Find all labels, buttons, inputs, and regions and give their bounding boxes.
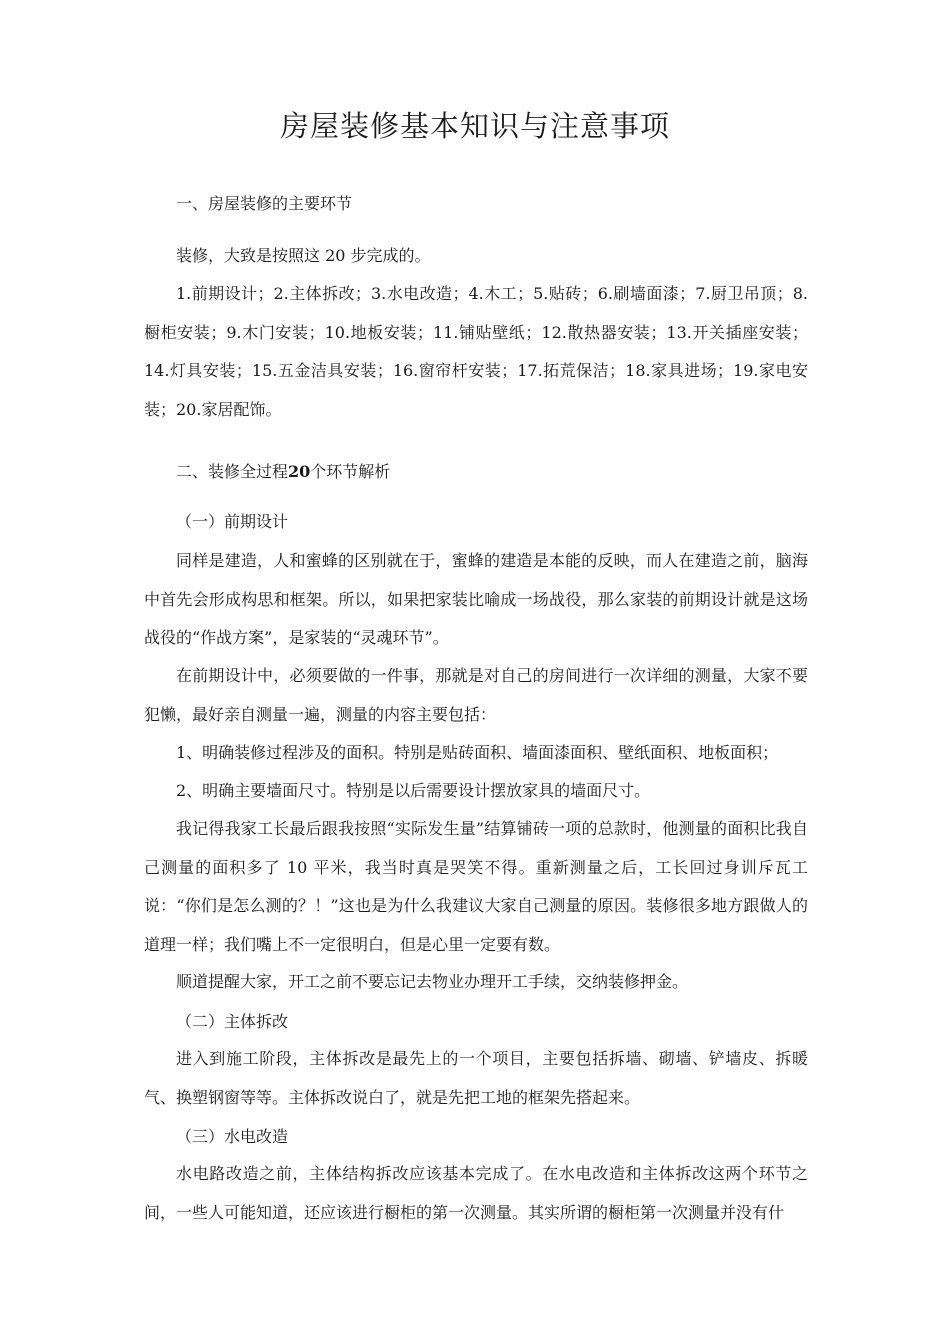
section2-heading-suffix: 个环节解析 [310,462,391,481]
section1-intro: 装修，大致是按照这 20 步完成的。 [176,246,431,265]
design-paragraph-1: 同样是建造，人和蜜蜂的区别就在于，蜜蜂的建造是本能的反映，而人在建造之前，脑海中首先会形成构思和框架。所以，如果把家装比喻成一场战役，那么家装的前期设计就是这场战役的“作战方案”，是家装的“灵魂环节”。 [144,551,808,647]
section2-heading-number: 20 [288,462,311,481]
subheading-design: （一）前期设计 [176,512,289,531]
plumbing-paragraph-1: 水电路改造之前，主体结构拆改应该基本完成了。在水电改造和主体拆改这两个环节之间，一些人可能知道，还应该进行橱柜的第一次测量。其实所谓的橱柜第一次测量并没有什 [144,1164,808,1222]
section-heading-analysis [176,462,390,482]
design-paragraph-6: 顺道提醒大家，开工之前不要忘记去物业办理开工手续，交纳装修押金。 [176,972,689,991]
section1-steps-list: 1.前期设计；2.主体拆改；3.水电改造；4.木工；5.贴砖；6.刷墙面漆；7.厨卫吊顶；8.橱柜安装；9.木门安装；10.地板安装；11.铺贴壁纸；12.散热器安装；13.开关插座安装；14.灯具安装；15.五金洁具安装；16.窗帘杆安装；17.拓荒保洁；18.家具进场；19.家电安装；20.家居配饰。 [144,284,808,419]
design-paragraph-5: 我记得我家工长最后跟我按照“实际发生量”结算铺砖一项的总款时，他测量的面积比我自己测量的面积多了 10 平米，我当时真是哭笑不得。重新测量之后，工长回过身训斥瓦工说：“你们是怎么测的？！”这也是为什么我建议大家自己测量的原因。装修很多地方跟做人的道理一样；我们嘴上不一定很明白，但是心里一定要有数。 [144,819,808,954]
design-paragraph-3: 1、明确装修过程涉及的面积。特别是贴砖面积、墙面漆面积、壁纸面积、地板面积； [176,743,779,762]
demolition-paragraph-1: 进入到施工阶段，主体拆改是最先上的一个项目，主要包括拆墙、砌墙、铲墙皮、拆暖气、换塑钢窗等等。主体拆改说白了，就是先把工地的框架先搭起来。 [144,1049,808,1107]
section-heading-main-steps: 一、房屋装修的主要环节 [176,194,353,213]
design-paragraph-4: 2、明确主要墙面尺寸。特别是以后需要设计摆放家具的墙面尺寸。 [176,781,651,800]
document-title: 房屋装修基本知识与注意事项 [279,109,670,143]
subheading-demolition: （二）主体拆改 [176,1012,289,1031]
subheading-plumbing-electrical: （三）水电改造 [176,1127,289,1146]
section2-heading-prefix: 二、装修全过程 [176,462,289,481]
design-paragraph-2: 在前期设计中，必须要做的一件事，那就是对自己的房间进行一次详细的测量，大家不要犯懒，最好亲自测量一遍，测量的内容主要包括： [144,666,808,724]
